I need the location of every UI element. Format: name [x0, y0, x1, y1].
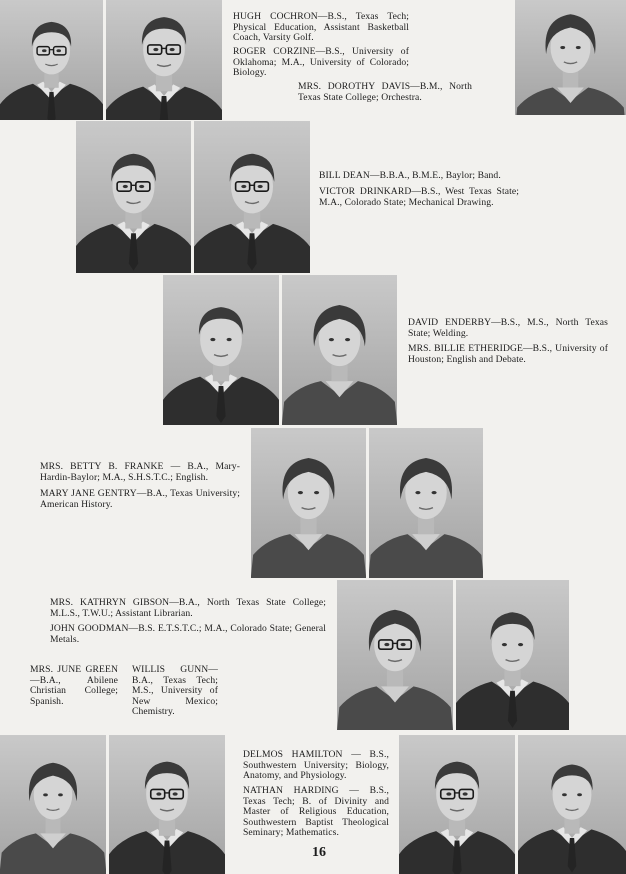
caption-hamilton: DELMOS HAMILTON — B.S., Southwestern University; Biology, Anatomy, and Physiology. [243, 749, 389, 782]
caption-etheridge: MRS. BILLIE ETHERIDGE—B.S., University of Houston; English and Debate. [408, 343, 608, 365]
portrait-photo [515, 0, 626, 115]
caption-davis: MRS. DOROTHY DAVIS—B.M., North Texas State College; Orchestra. [298, 81, 472, 103]
portrait-photo [337, 580, 453, 730]
portrait-photo [106, 0, 222, 120]
portrait-photo [251, 428, 366, 578]
portrait-photo [456, 580, 569, 730]
caption-harding: NATHAN HARDING — B.S., Texas Tech; B. of Divinity and Master of Religious Education, Southwestern Baptist Theological Seminary; Mathematics. [243, 785, 389, 839]
caption-gibson: MRS. KATHRYN GIBSON—B.A., North Texas State College; M.L.S., T.W.U.; Assistant Librarian. [50, 597, 326, 619]
caption-franke: MRS. BETTY B. FRANKE — B.A., Mary-Hardin-Baylor; M.A., S.H.S.T.C.; English. [40, 461, 240, 483]
portrait-photo [369, 428, 483, 578]
caption-green: MRS. JUNE GREEN—B.A., Abilene Christian College; Spanish. [30, 664, 118, 707]
portrait-photo [518, 735, 626, 874]
page-number: 16 [312, 845, 326, 860]
portrait-photo [282, 275, 397, 425]
portrait-photo [399, 735, 515, 874]
caption-enderby: DAVID ENDERBY—B.S., M.S., North Texas State; Welding. [408, 317, 608, 339]
caption-goodman: JOHN GOODMAN—B.S. E.T.S.T.C.; M.A., Colorado State; General Metals. [50, 623, 326, 645]
portrait-photo [76, 121, 191, 273]
caption-corzine: ROGER CORZINE—B.S., University of Oklahoma; M.A., University of Colorado; Biology. [233, 46, 409, 79]
caption-cochron: HUGH COCHRON—B.S., Texas Tech; Physical Education, Assistant Basketball Coach, Varsity Golf. [233, 11, 409, 44]
portrait-photo [163, 275, 279, 425]
portrait-photo [0, 735, 106, 874]
caption-gentry: MARY JANE GENTRY—B.A., Texas University; American History. [40, 488, 240, 510]
caption-drinkard: VICTOR DRINKARD—B.S., West Texas State; M.A., Colorado State; Mechanical Drawing. [319, 186, 519, 208]
caption-dean: BILL DEAN—B.B.A., B.M.E., Baylor; Band. [319, 170, 501, 181]
portrait-photo [0, 0, 103, 120]
caption-gunn: WILLIS GUNN—B.A., Texas Tech; M.S., University of New Mexico; Chemistry. [132, 664, 218, 718]
portrait-photo [194, 121, 310, 273]
portrait-photo [109, 735, 225, 874]
